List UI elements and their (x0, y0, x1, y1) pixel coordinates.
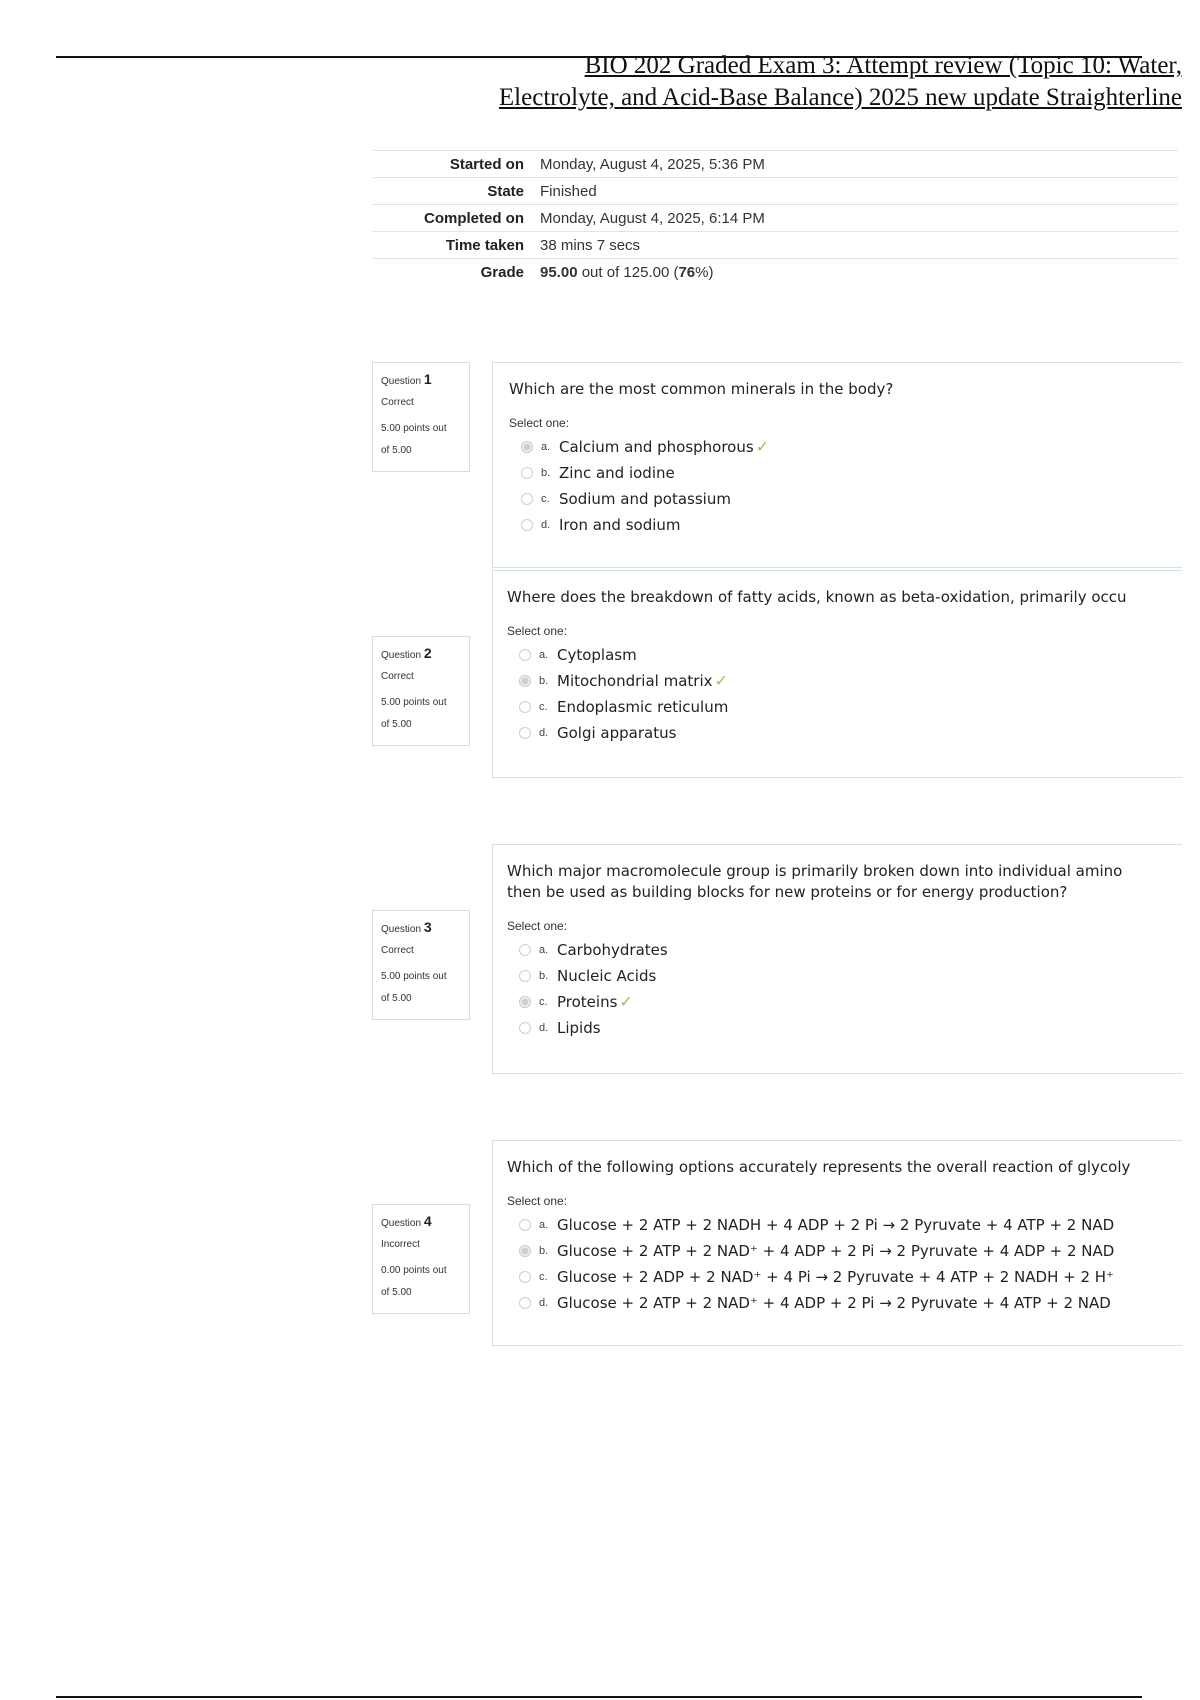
radio-button-selected[interactable] (519, 1245, 531, 1257)
option-letter: d. (539, 1022, 549, 1034)
summary-row-time-taken (372, 231, 1178, 258)
grade-line-1: 0.00 points out (381, 1265, 447, 1276)
option-letter: b. (539, 675, 549, 687)
radio-button[interactable] (519, 1219, 531, 1231)
radio-button[interactable] (521, 519, 533, 531)
summary-label: Started on (449, 155, 524, 173)
radio-button[interactable] (519, 1022, 531, 1034)
question-info-3 (372, 910, 470, 1020)
summary-label: Time taken (445, 236, 524, 254)
grade-line-2: of 5.00 (381, 719, 412, 730)
question-number (381, 371, 461, 387)
title-line-1: BIO 202 Graded Exam 3: Attempt review (Topic 10: Water, (584, 52, 1182, 79)
summary-label: Grade (480, 263, 524, 281)
option-letter: a. (539, 944, 549, 956)
answer-option[interactable] (507, 1264, 1182, 1290)
question-grade (381, 418, 461, 462)
radio-button-selected[interactable] (519, 996, 531, 1008)
question-label: Question (381, 1218, 422, 1229)
question-label: Question (381, 650, 422, 661)
option-text: Glucose + 2 ADP + 2 NAD⁺ + 4 Pi → 2 Pyruvate + 4 ATP + 2 NADH + 2 H⁺ (557, 1268, 1114, 1286)
answer-option[interactable] (507, 1290, 1182, 1316)
option-text: Golgi apparatus (557, 724, 677, 742)
radio-button[interactable] (519, 1297, 531, 1309)
attempt-summary-table (372, 150, 1178, 285)
radio-button[interactable] (519, 649, 531, 661)
question-text (507, 861, 1182, 903)
radio-button[interactable] (519, 944, 531, 956)
question-grade (381, 692, 461, 736)
summary-value: Monday, August 4, 2025, 6:14 PM (540, 209, 765, 227)
summary-value: Monday, August 4, 2025, 5:36 PM (540, 155, 765, 173)
option-text: Glucose + 2 ATP + 2 NAD⁺ + 4 ADP + 2 Pi → 2 Pyruvate + 4 ADP + 2 NAD (557, 1242, 1115, 1260)
answer-list (507, 937, 1182, 1041)
question-state: Correct (381, 945, 414, 956)
question-box-3 (492, 844, 1182, 1074)
grade-percent: 76 (678, 263, 696, 281)
question-state: Correct (381, 397, 414, 408)
question-text (507, 587, 1182, 608)
option-text: Glucose + 2 ATP + 2 NAD⁺ + 4 ADP + 2 Pi → 2 Pyruvate + 4 ATP + 2 NAD (557, 1294, 1111, 1312)
radio-button[interactable] (521, 493, 533, 505)
question-number (381, 919, 461, 935)
question-info-2 (372, 636, 470, 746)
option-letter: c. (539, 1271, 548, 1283)
document-title (372, 50, 1182, 114)
answer-option[interactable] (509, 486, 1182, 512)
checkmark-icon: ✓ (755, 439, 770, 456)
select-one-prompt: Select one: (507, 1194, 568, 1208)
answer-list (507, 1212, 1182, 1316)
option-text: Iron and sodium (559, 516, 681, 534)
radio-button[interactable] (521, 467, 533, 479)
option-text: Proteins (557, 993, 618, 1011)
question-label: Question (381, 924, 422, 935)
option-letter: a. (541, 441, 551, 453)
answer-option[interactable] (507, 937, 1182, 963)
question-text-line: then be used as building blocks for new proteins or for energy production? (507, 883, 1068, 901)
option-text: Lipids (557, 1019, 601, 1037)
grade-line-2: of 5.00 (381, 1287, 412, 1298)
answer-list (509, 434, 1182, 538)
question-info-1 (372, 362, 470, 472)
answer-option[interactable] (507, 694, 1182, 720)
question-grade (381, 1260, 461, 1304)
radio-button-selected[interactable] (521, 441, 533, 453)
option-letter: d. (541, 519, 551, 531)
question-number-value: 4 (423, 1213, 432, 1229)
question-text (507, 1157, 1182, 1178)
answer-option[interactable] (507, 963, 1182, 989)
title-line-2: Electrolyte, and Acid-Base Balance) 2025 new update Straighterline (498, 84, 1182, 111)
summary-row-started (372, 150, 1178, 177)
checkmark-icon: ✓ (619, 994, 633, 1011)
option-letter: c. (539, 701, 548, 713)
grade-line-2: of 5.00 (381, 993, 412, 1004)
grade-points: 95.00 (540, 263, 578, 281)
answer-option[interactable] (509, 460, 1182, 486)
grade-line-1: 5.00 points out (381, 697, 447, 708)
question-text-line: Which of the following options accurately represents the overall reaction of glycoly (507, 1158, 1131, 1176)
answer-list (507, 642, 1182, 746)
option-letter: b. (539, 1245, 549, 1257)
summary-value: Finished (540, 182, 597, 200)
question-box-1 (492, 362, 1182, 568)
answer-option[interactable] (507, 642, 1182, 668)
question-number-value: 1 (423, 371, 432, 387)
option-letter: a. (539, 649, 549, 661)
grade-percent-suffix: %) (695, 263, 714, 281)
option-letter: c. (541, 493, 550, 505)
answer-option[interactable] (507, 668, 1182, 694)
grade-line-1: 5.00 points out (381, 971, 447, 982)
summary-row-completed (372, 204, 1178, 231)
answer-option[interactable] (507, 1238, 1182, 1264)
question-state: Correct (381, 671, 414, 682)
question-text-line: Which are the most common minerals in the body? (509, 380, 894, 398)
option-letter: b. (541, 467, 551, 479)
radio-button[interactable] (519, 1271, 531, 1283)
option-text: Zinc and iodine (559, 464, 675, 482)
radio-button-selected[interactable] (519, 675, 531, 687)
question-text (509, 379, 1182, 400)
grade-line-1: 5.00 points out (381, 423, 447, 434)
option-text: Glucose + 2 ATP + 2 NADH + 4 ADP + 2 Pi → 2 Pyruvate + 4 ATP + 2 NAD (557, 1216, 1115, 1234)
answer-option[interactable] (507, 1212, 1182, 1238)
option-text: Mitochondrial matrix (557, 672, 713, 690)
option-letter: c. (539, 996, 548, 1008)
summary-label: State (487, 182, 524, 200)
answer-option[interactable] (507, 1015, 1182, 1041)
question-text-line: Where does the breakdown of fatty acids, known as beta-oxidation, primarily occu (507, 588, 1127, 606)
question-box-4 (492, 1140, 1182, 1346)
select-one-prompt: Select one: (509, 416, 570, 430)
option-text: Nucleic Acids (557, 967, 657, 985)
question-grade (381, 966, 461, 1010)
grade-out-of: out of 125.00 ( (577, 263, 679, 281)
summary-row-grade (372, 258, 1178, 285)
grade-value (524, 264, 713, 281)
bottom-rule (56, 1696, 1142, 1698)
option-text: Calcium and phosphorous (559, 438, 754, 456)
option-text: Carbohydrates (557, 941, 668, 959)
option-letter: b. (539, 970, 549, 982)
option-letter: d. (539, 727, 549, 739)
question-info-4 (372, 1204, 470, 1314)
answer-option[interactable] (507, 989, 1182, 1015)
question-state: Incorrect (381, 1239, 420, 1250)
summary-value: 38 mins 7 secs (540, 236, 641, 254)
grade-line-2: of 5.00 (381, 445, 412, 456)
select-one-prompt: Select one: (507, 624, 568, 638)
question-number-value: 3 (423, 919, 432, 935)
answer-option[interactable] (509, 434, 1182, 460)
summary-row-state (372, 177, 1178, 204)
question-number (381, 1213, 461, 1229)
answer-option[interactable] (507, 720, 1182, 746)
option-letter: d. (539, 1297, 549, 1309)
radio-button[interactable] (519, 727, 531, 739)
option-text: Endoplasmic reticulum (557, 698, 729, 716)
question-box-2 (492, 570, 1182, 778)
question-number-value: 2 (423, 645, 432, 661)
radio-button[interactable] (519, 701, 531, 713)
option-text: Cytoplasm (557, 646, 637, 664)
summary-label: Completed on (424, 209, 524, 227)
checkmark-icon: ✓ (714, 673, 728, 690)
select-one-prompt: Select one: (507, 919, 568, 933)
option-letter: a. (539, 1219, 549, 1231)
question-text-line: Which major macromolecule group is primarily broken down into individual amino (507, 862, 1123, 880)
answer-option[interactable] (509, 512, 1182, 538)
option-text: Sodium and potassium (559, 490, 731, 508)
question-number (381, 645, 461, 661)
question-label: Question (381, 376, 422, 387)
radio-button[interactable] (519, 970, 531, 982)
